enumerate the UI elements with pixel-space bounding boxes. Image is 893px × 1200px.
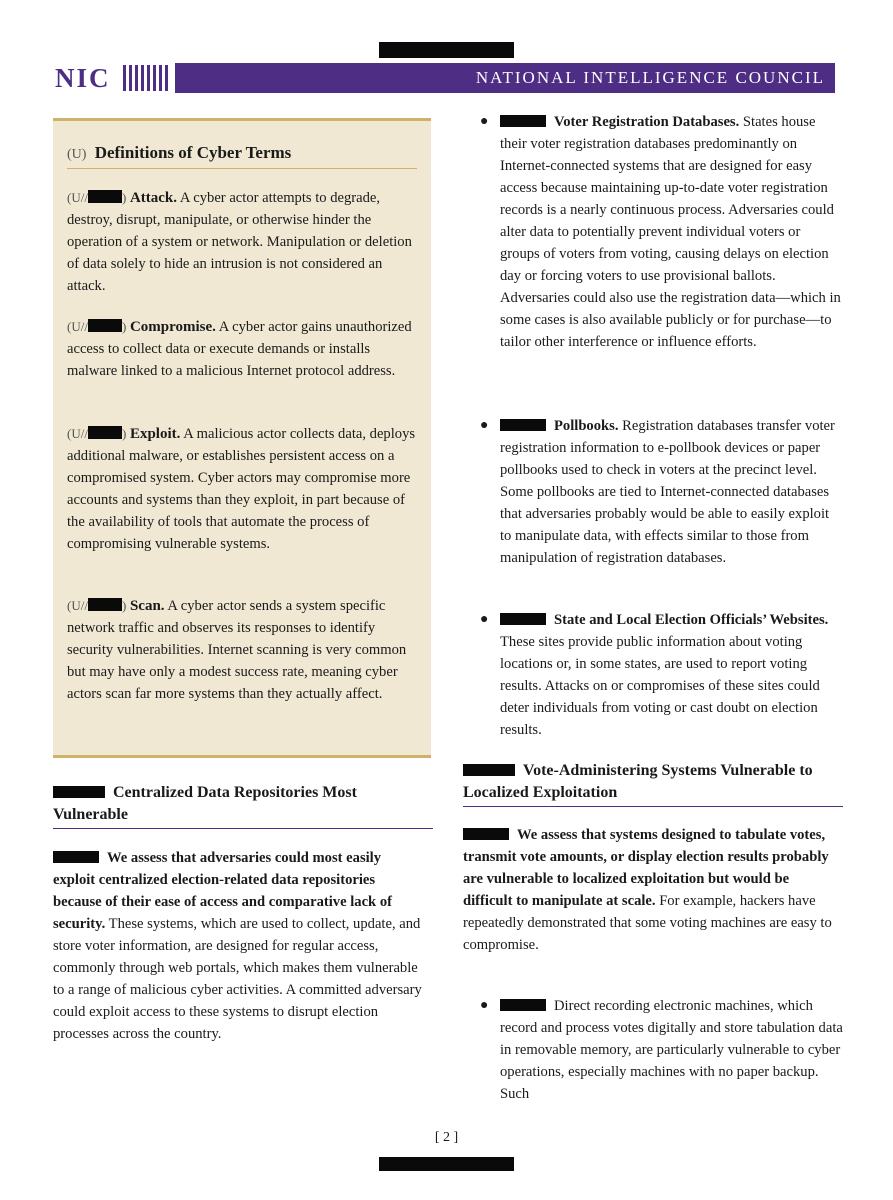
bullet-websites [480, 609, 843, 741]
redaction [463, 764, 515, 776]
bullet-title: Pollbooks. [554, 418, 619, 434]
paragraph-text: These systems, which are used to collect, update, and store voter information, are designed for regular access, commonly through web portals, which makes them vulnerable to a range of malicious cyber activities. A committed adversary could exploit access to these systems to disrupt election processes across the country. [53, 916, 422, 1042]
redaction-bar-bottom [379, 1157, 514, 1171]
definition-compromise: (U// ) Compromise. A cyber actor gains unauthorized access to collect data or execute demands or installs malware linked to a malicious Internet protocol address. [67, 319, 412, 379]
redaction [88, 598, 122, 611]
org-name: NATIONAL INTELLIGENCE COUNCIL [475, 68, 825, 87]
bullet-title: Voter Registration Databases. [554, 114, 740, 130]
page-number: [ 2 ] [434, 1130, 459, 1145]
redaction-bar-top [379, 42, 514, 58]
bullet-pollbooks [480, 415, 843, 569]
redaction [500, 115, 546, 127]
nic-logo-text: NIC [55, 63, 111, 93]
definition-text: A cyber actor gains unauthorized access to collect data or execute demands or installs malware linked to a malicious Internet protocol address. [67, 319, 412, 379]
bullet-icon: ● [480, 998, 489, 1013]
bullet-icon: ● [480, 418, 489, 433]
bullet-dre-machines [480, 995, 843, 1105]
bullet-icon: ● [480, 612, 489, 627]
term: Scan. [129, 598, 165, 614]
redaction [500, 419, 546, 431]
bullet-text: Registration databases transfer voter registration information to e-pollbook devices or paper pollbooks used to check in voters at the precinct level. Some pollbooks are tied to Internet-connected databases that adversaries probably would be able to easily exploit to manipulate data, with effects similar to those from manipulation of registration databases. [500, 418, 835, 566]
classification-marking: (U// [67, 319, 88, 334]
section-right-paragraph [463, 824, 835, 956]
redaction [500, 999, 546, 1011]
classification-marking: (U// [67, 426, 88, 441]
definition-text: A cyber actor attempts to degrade, destroy, disrupt, manipulate, or otherwise hinder the operation of a system or network. Manipulation or deletion of data solely to hide an intrusion is not considered an attack. [67, 190, 412, 294]
redaction [53, 851, 99, 863]
bullet-title: State and Local Election Officials’ Websites. [554, 612, 829, 628]
redaction [53, 786, 105, 798]
bullet-text: States house their voter registration databases predominantly on Internet-connected systems that are designed for easy access because maintaining up-to-date voter registration records is a nearly continuous process. Adversaries could alter data to potentially prevent individual voters or groups of voters from voting, causing delays on election day or forcing voters to use provisional ballots. Adversaries could also use the registration data—which in some cases is also available publicly or for purchase—to tailor other interference or influence efforts. [500, 114, 841, 350]
classification-marking: (U// [67, 190, 88, 205]
nic-logo-stripes [123, 65, 169, 91]
redaction [88, 190, 122, 203]
key-judgment: We assess that systems designed to tabulate votes, transmit vote amounts, or display election results probably are vulnerable to localized exploitation but would be difficult to manipulate at scale. [463, 827, 829, 909]
page-header [55, 63, 835, 93]
definitions-title-text: Definitions of Cyber Terms [94, 143, 292, 162]
classification-marking: (U// [67, 598, 88, 613]
classification-marking: (U) [67, 147, 87, 162]
header-band [175, 63, 835, 93]
paragraph-text: For example, hackers have repeatedly demonstrated that some voting machines are easy to compromise. [463, 893, 832, 953]
definition-attack: (U// ) Attack. A cyber actor attempts to degrade, destroy, disrupt, manipulate, or otherwise hinder the operation of a system or network. Manipulation or deletion of data solely to hide an intrusion is not considered an attack. [67, 190, 412, 294]
definitions-box [53, 118, 431, 758]
section-left-paragraph [53, 847, 425, 1045]
section-heading-text: Vote-Administering Systems Vulnerable to Localized Exploitation [463, 762, 813, 801]
redaction [500, 613, 546, 625]
key-judgment: We assess that adversaries could most easily exploit centralized election-related data repositories because of their ease of access and comparative lack of security. [53, 850, 392, 932]
section-heading-right [463, 760, 843, 807]
term: Exploit. [129, 426, 181, 442]
definitions-title [67, 143, 417, 169]
definition-scan: (U// ) Scan. A cyber actor sends a system specific network traffic and observes its responses to identify security vulnerabilities. Internet scanning is very common but may have only a modest success rate, meaning cyber actors scan far more systems than they actually affect. [67, 598, 407, 702]
definition-text: A cyber actor sends a system specific network traffic and observes its responses to identify security vulnerabilities. Internet scanning is very common but may have only a modest success rate, meaning cyber actors scan far more systems than they actually affect. [67, 598, 407, 702]
bullet-text: These sites provide public information about voting locations or, in some states, are used to report voting results. Attacks on or compromises of these sites could deter individuals from voting or cast doubt on election results. [500, 634, 820, 738]
definition-text: A malicious actor collects data, deploys additional malware, or establishes persistent access on a compromised system. Cyber actors may compromise more accounts and systems than they exploit, in part because of the availability of tools that automate the process of compromising vulnerable systems. [67, 426, 416, 552]
term: Attack. [129, 190, 178, 206]
definition-exploit: (U// ) Exploit. A malicious actor collects data, deploys additional malware, or establishes persistent access on a compromised system. Cyber actors may compromise more accounts and systems than they exploit, in part because of the availability of tools that automate the process of compromising vulnerable systems. [67, 426, 416, 552]
term: Compromise. [129, 319, 216, 335]
redaction [88, 426, 122, 439]
redaction [88, 319, 122, 332]
bullet-text: Direct recording electronic machines, which record and process votes digitally and store tabulation data in removable memory, are particularly vulnerable to cyber operations, especially machines with no paper backup. Such [500, 998, 843, 1102]
section-heading-left [53, 782, 433, 829]
redaction [463, 828, 509, 840]
bullet-voter-registration [480, 111, 843, 353]
section-heading-text: Centralized Data Repositories Most Vulnerable [53, 784, 357, 823]
bullet-icon: ● [480, 114, 489, 129]
